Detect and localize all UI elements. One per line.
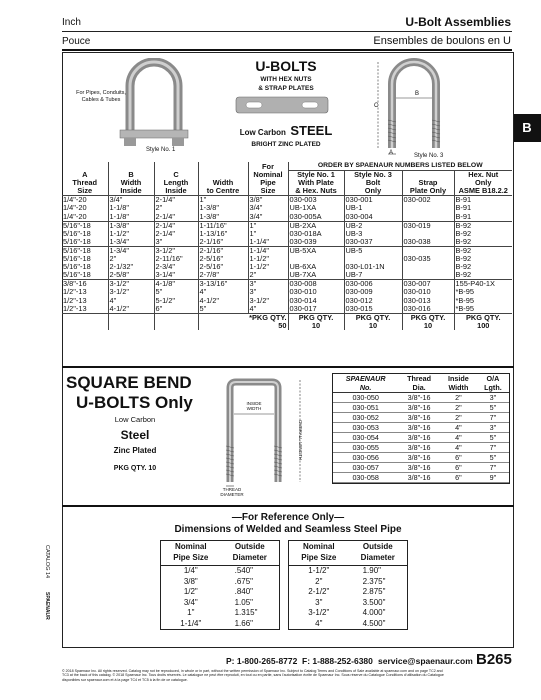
square-bend-row [333,393,509,403]
spec-cell: B-91 [455,203,472,213]
col-style1: Style No. 1 With Plate & Hex. Nuts [288,171,344,196]
spec-cell: B-91 [455,211,472,221]
style1-caption: For Pipes, Conduits, Cables & Tubes [76,90,126,103]
pipe-size-cell: 1-1/2" [308,566,330,575]
header-section-title: U-Bolt Assemblies [405,15,511,29]
spec-cell: 030-014 [288,297,344,305]
spec-cell: 4-1/8" [154,280,198,289]
style3-label: Style No. 3 [414,153,444,159]
pkg-qty-5: PKG QTY. [454,313,512,322]
square-bend-cell: 4" [440,443,477,453]
spec-cell: B-92 [455,270,472,280]
pkg-qty-1-value: 50 [198,322,288,330]
pkg-qty-3-value: 10 [344,322,402,330]
square-bend-cell: 3/8"-16 [398,423,440,433]
spec-cell [402,204,454,212]
spec-cell: 2-1/4" [154,196,198,205]
spec-cell: 1/4"-20 [62,196,108,205]
spec-cell: *B-95 [455,287,474,297]
pipe-row [161,587,279,598]
square-bend-row [333,443,509,453]
col-thread-size: A Thread Size [62,171,108,196]
spec-cell: UB-1XA [288,204,344,212]
footer-email[interactable]: service@spaenaur.com [378,656,473,666]
section-divider-1 [62,366,514,368]
pipe-od-cell: .840" [234,587,254,596]
square-material: Steel [120,428,150,442]
pkg-qty-5-value: 100 [477,320,490,330]
spec-cell: B-92 [455,254,472,264]
header-section-title-fr: Ensembles de boulons en U [373,35,511,47]
square-bend-cell: 030-054 [333,433,398,443]
spec-cell: B-91 [454,196,512,205]
spec-row [62,230,512,238]
spec-cell: 030-013 [402,297,454,305]
spec-cell: 1/2"-13 [62,288,108,296]
spec-cell: 030-035 [402,255,454,263]
pkg-qty-2-value: 10 [288,322,344,330]
pipe-od-cell: 2.375" [362,576,386,586]
spec-cell: 1-1/2" [248,263,288,271]
pipe-od-cell: 3.500" [362,597,386,607]
square-bend-cell: 030-050 [333,393,398,403]
spec-cell: 1-1/4" [248,246,288,255]
u-bolts-finish: BRIGHT ZINC PLATED [251,141,321,148]
pipe-od-cell: 1.90" [362,566,382,575]
spec-cell: 3" [248,288,288,296]
spec-cell: 2-5/16" [198,263,248,271]
spec-cell: 1/2"-13 [62,297,108,305]
spec-cell: B-92 [454,221,512,230]
square-bend-title-1: SQUARE BEND [66,373,192,392]
u-bolts-subtitle-2: & STRAP PLATES [258,85,314,92]
pipe-row [161,619,279,630]
pipe-row [161,566,279,577]
pipe-table-right [289,541,407,629]
material-prefix: Low Carbon [239,128,286,137]
spec-cell: 3-1/2" [154,246,198,255]
thread-diameter-label: THREAD DIAMETER [220,487,244,497]
pkg-qty-2: PKG QTY. [288,313,344,322]
strap-plate-illustration [232,94,332,116]
spec-cell [402,213,454,222]
square-bend-cell: 030-056 [333,453,398,463]
spec-cell: 5/16"-18 [62,271,108,280]
pipe-size-cell: 3/4" [183,597,198,607]
pipe-row [161,577,279,588]
col-style3: Style No. 3 Bolt Only [344,171,402,196]
spec-row [62,297,512,305]
pipe-size-cell: 2-1/2" [308,587,330,596]
col-hex-nut: Hex. Nut Only ASME B18.2.2 [458,170,508,196]
square-bend-illustration [200,376,330,496]
header-inch-label: Inch [62,17,81,28]
square-pkg: PKG QTY. 10 [113,465,157,472]
spec-cell: 030-039 [288,238,344,247]
spec-cell: 2" [248,271,288,280]
spec-row [62,204,512,212]
spec-cell: 3" [248,280,288,289]
spec-cell: 5/16"-18 [62,255,108,263]
pipe-left-col-od: Outside Diameter [221,541,279,566]
spec-cell: 1" [198,196,248,205]
pipe-od-cell: 4.500" [362,618,386,628]
square-bend-cell: 030-058 [333,473,398,483]
pipe-row [289,608,407,619]
square-bend-cell: 6" [440,453,477,463]
spec-cell: 1-3/8" [198,204,248,212]
spec-cell: 5/16"-18 [62,246,108,255]
square-bend-row [333,453,509,463]
square-bend-cell: 030-052 [333,413,398,423]
spec-cell: 030-015 [344,305,402,314]
spec-cell: 2-11/16" [154,255,198,263]
u-bolt-style3-illustration [370,56,482,160]
spec-cell: 1" [248,221,288,230]
pipe-row [161,608,279,619]
square-bend-cell: 2" [440,413,477,423]
header-rule-thick [62,49,512,51]
spec-cell: 1-1/2" [108,230,154,238]
spec-cell: 4-1/2" [198,297,248,305]
spec-cell: 5/16"-18 [62,263,108,271]
u-bolt-spec-table [62,162,512,330]
u-bolts-title: U-BOLTS [255,58,317,74]
spec-row [62,196,512,205]
square-bend-cell: 030-055 [333,443,398,453]
pkg-qty-3: PKG QTY. [344,313,402,322]
brand-side-logo: SPAENAUR [44,592,50,620]
pipe-row [289,619,407,630]
pipe-od-cell: 1.66" [234,618,254,628]
spec-cell: *B-95 [455,295,474,305]
spec-cell: UB-5XA [288,246,344,255]
spec-cell: UB-7XA [288,271,344,280]
spec-cell: 4" [248,305,288,314]
spec-cell: UB-2XA [288,221,344,230]
square-bend-cell: 5" [477,453,509,463]
spec-cell: *B-95 [455,303,474,313]
pipe-size-cell: 1/2" [183,587,198,596]
spec-cell: 030-016 [402,305,454,314]
spec-cell: 3" [154,238,198,247]
spec-cell: 5/16"-18 [62,221,108,230]
pipe-size-cell: 1-1/4" [180,618,202,628]
square-bend-cell: 3/8"-16 [398,453,440,463]
pipe-row [161,598,279,609]
pipe-row [289,577,407,588]
spec-cell: 030-L01-1N [344,263,402,271]
spec-cell: 3/4" [248,204,288,212]
spec-cell: 1-3/4" [108,238,154,247]
header-rule [62,31,512,32]
spec-cell: 5" [198,305,248,314]
square-bend-cell: 3" [477,393,509,403]
square-bend-table-box [332,373,510,484]
pipe-od-cell: .540" [234,566,254,575]
square-bend-row [333,423,509,433]
spec-cell: 1-3/8" [198,213,248,222]
spec-row [62,213,512,222]
spec-table-wrap [62,162,514,330]
spec-cell: 030-019 [402,221,454,230]
spec-cell: UB-1 [344,204,402,212]
page-number: B265 [476,651,512,668]
square-bend-row [333,473,509,483]
reference-title-1: —For Reference Only— [231,512,345,523]
spec-cell: 6" [154,305,198,314]
spec-cell: B-92 [455,262,472,272]
spec-cell: 3/4" [108,196,154,205]
pipe-size-cell: 2" [315,576,323,586]
spec-row [62,238,512,247]
square-bend-cell: 4" [440,433,477,443]
square-material-prefix: Low Carbon [114,415,156,424]
square-bend-cell: 3/8"-16 [398,403,440,413]
pipe-od-cell: .675" [234,576,254,586]
spec-cell: 1-1/4" [248,238,288,247]
spec-cell: 2-1/4" [154,213,198,222]
spec-cell: 155-P40-1X [454,280,512,289]
sq-col-thread: Thread Dia. [398,374,440,393]
spec-cell: 1-1/8" [108,204,154,212]
spec-cell: 1-3/4" [108,246,154,255]
spec-row [62,288,512,296]
spec-cell: 3/8"-16 [62,280,108,289]
spec-cell: 4" [198,288,248,296]
u-bolts-material [226,122,346,140]
pipe-table-left [161,541,279,629]
spec-cell: 2-3/4" [154,263,198,271]
spec-cell: 1" [248,230,288,238]
square-bend-cell: 030-053 [333,423,398,433]
pipe-size-cell: 1" [187,608,195,617]
spec-cell: B-92 [455,228,472,238]
spec-cell: 030-037 [344,238,402,247]
spec-cell: 2-5/8" [108,271,154,280]
spec-cell: 2-1/16" [198,246,248,255]
square-bend-cell: 5" [477,403,509,413]
spec-cell: 4-1/2" [108,305,154,314]
square-bend-cell: 6" [440,473,477,483]
spec-cell: UB-7 [344,271,402,280]
spec-cell: 030-010 [402,288,454,296]
square-bend-table [333,374,509,483]
square-bend-cell: 7" [477,443,509,453]
spec-cell: 5" [154,288,198,296]
spec-cell: 3/4" [248,213,288,222]
square-bend-row [333,403,509,413]
pipe-row [289,598,407,609]
dim-b-label: B [415,91,420,97]
square-bend-row [333,463,509,473]
spec-cell: 3/8" [248,196,288,205]
square-bend-cell: 3/8"-16 [398,443,440,453]
overall-length-label: OVERALL LENGTH [298,420,303,461]
u-bolts-subtitle-1: WITH HEX NUTS [260,76,312,83]
spec-cell: 030-005A [288,213,344,222]
square-bend-title-2: U-BOLTS Only [76,393,193,412]
spec-cell: 1-13/16" [198,230,248,238]
pipe-row [289,587,407,598]
pipe-table-left-box [160,540,280,630]
spec-cell: 2" [154,204,198,212]
sq-col-width: Inside Width [440,374,477,393]
spec-cell: 030-006 [344,280,402,289]
col-nominal-for: For [248,162,288,171]
square-bend-cell: 3/8"-16 [398,473,440,483]
col-width-centre: Width to Centre [198,171,248,196]
dim-c-label: C [374,103,379,109]
spec-cell: 030-010 [288,288,344,296]
spec-row [62,280,512,289]
spec-cell: 5-1/2" [154,297,198,305]
spec-cell: 3-1/2" [108,288,154,296]
col-nominal-pipe: Nominal Pipe Size [248,171,288,196]
spec-cell: B-92 [455,236,472,246]
spec-cell: 2-5/16" [198,255,248,263]
col-width-inside: B Width Inside [108,171,154,196]
spec-cell: 1-11/16" [198,221,248,230]
u-bolt-style1-illustration [68,58,198,158]
spec-cell: 1-1/8" [108,213,154,222]
spec-row [62,221,512,230]
col-strap-plate: Strap Plate Only [402,171,454,196]
spec-cell: UB-6XA [288,263,344,271]
pipe-left-col-size: Nominal Pipe Size [161,541,221,566]
pipe-size-cell: 4" [315,618,323,628]
pipe-row [289,566,407,577]
pipe-od-cell: 1.315" [234,608,258,617]
spec-cell: 2-1/4" [154,230,198,238]
square-bend-cell: 7" [477,463,509,473]
spec-cell: UB-2 [344,221,402,230]
footer-legal: © 2018 Spaenaur Inc. All rights reserved. Catalog may not be reproduced, in whole or in part, without the written permission of Spaenaur Inc. Subject to Catalog Terms and Conditions of Sale available at spaenaur.com and on page TC2 and TC3 at the back of this catalog. © 2018 Spaenaur Inc. Tous droits réservés. Le catalogue ne peut être reproduit, en tout ou en partie, sans l'autorisation écrite de Spaenaur Inc. Sous réserve du Catalogue Conditions d'utilisation du Catalogue disponibles sur spaenaur.com et à la page TC4 et TC5 à la fin de ce catalogue. [62,669,444,682]
spec-row [62,246,512,255]
spec-cell: 4" [108,297,154,305]
square-bend-cell: 2" [440,403,477,413]
spec-cell: UB-5 [344,246,402,255]
square-bend-cell: 3" [477,423,509,433]
spec-cell: 3-13/16" [198,280,248,289]
pipe-od-cell: 1.05" [234,597,254,607]
pkg-qty-4: PKG QTY. [402,313,454,322]
square-bend-cell: 030-057 [333,463,398,473]
reference-title-2: Dimensions of Welded and Seamless Steel Pipe [174,524,402,535]
pipe-size-cell: 3-1/2" [308,608,330,617]
square-bend-cell: 9" [477,473,509,483]
spec-cell: 1-1/2" [248,255,288,263]
material-name: STEEL [290,123,333,138]
spec-cell: 1/4"-20 [62,213,108,222]
spec-cell: 030-001 [344,196,402,205]
header-pouce-label: Pouce [62,36,91,47]
spec-cell: 5/16"-18 [62,238,108,247]
spec-cell: 3-1/4" [154,271,198,280]
pipe-size-cell: 1/4" [183,566,198,575]
sq-col-length: O/A Lgth. [477,374,509,393]
inside-width-label: INSIDE WIDTH [246,401,262,411]
spec-cell: 2" [108,255,154,263]
spec-cell: UB-3 [344,230,402,238]
spec-cell: 1/4"-20 [62,204,108,212]
section-divider-2 [62,505,514,507]
spec-cell: 030-002 [402,196,454,205]
square-bend-cell: 3/8"-16 [398,463,440,473]
spec-row [62,271,512,280]
spec-cell: 030-038 [402,238,454,247]
dim-a-label: A [389,150,394,156]
spec-cell: 2-1/32" [108,263,154,271]
footer-phone[interactable]: P: 1-800-265-8772 [226,656,298,666]
square-bend-cell: 7" [477,413,509,423]
spec-cell: 030-012 [344,297,402,305]
square-bend-cell: 6" [440,463,477,473]
pipe-table-right-box [288,540,408,630]
spec-cell: 1-3/8" [108,221,154,230]
spec-cell: B-92 [454,246,512,255]
spec-cell [402,263,454,271]
square-bend-row [333,433,509,443]
spec-cell: 2-1/4" [154,221,198,230]
catalog-side-label: CATALOG 14 [44,545,50,579]
col-length-inside: C Length Inside [154,171,198,196]
pkg-qty-4-value: 10 [402,322,454,330]
square-bend-cell: 030-051 [333,403,398,413]
pipe-size-cell: 3/8" [183,576,198,586]
spec-cell: 1/2"-13 [62,305,108,314]
footer-fax[interactable]: F: 1-888-252-6380 [302,656,373,666]
style1-label: Style No. 1 [146,147,176,153]
square-bend-cell: 3/8"-16 [398,433,440,443]
spec-cell: 030-018A [288,230,344,238]
pkg-qty-1: *PKG QTY. [198,313,288,322]
order-by-header: ORDER BY SPAENAUR NUMBERS LISTED BELOW [288,162,512,171]
spec-cell: 3-1/2" [108,280,154,289]
spec-cell: 030-004 [344,213,402,222]
pipe-size-cell: 3" [315,597,323,607]
square-bend-cell: 3/8"-16 [398,413,440,423]
spec-cell: 030-007 [402,280,454,289]
spec-cell: 2-1/16" [198,238,248,247]
pipe-right-col-od: Outside Diameter [349,541,407,566]
spec-cell: 030-009 [344,288,402,296]
spec-cell: 030-017 [288,305,344,314]
spec-cell: 030-003 [288,196,344,205]
square-bend-cell: 5" [477,433,509,443]
sq-col-part: SPAENAUR No. [333,374,398,393]
spec-cell: 3-1/2" [248,297,288,305]
pipe-od-cell: 4.000" [362,608,386,617]
spec-cell: 5/16"-18 [62,230,108,238]
spec-row [62,263,512,271]
square-bend-cell: 2" [440,393,477,403]
square-bend-cell: 4" [440,423,477,433]
square-finish: Zinc Plated [113,446,157,455]
pipe-right-col-size: Nominal Pipe Size [289,541,349,566]
pipe-od-cell: 2.875" [362,587,386,596]
square-bend-cell: 3/8"-16 [398,393,440,403]
square-bend-row [333,413,509,423]
spec-cell: 030-008 [288,280,344,289]
spec-cell: 2-7/8" [198,271,248,280]
section-tab-b[interactable]: B [513,114,541,142]
